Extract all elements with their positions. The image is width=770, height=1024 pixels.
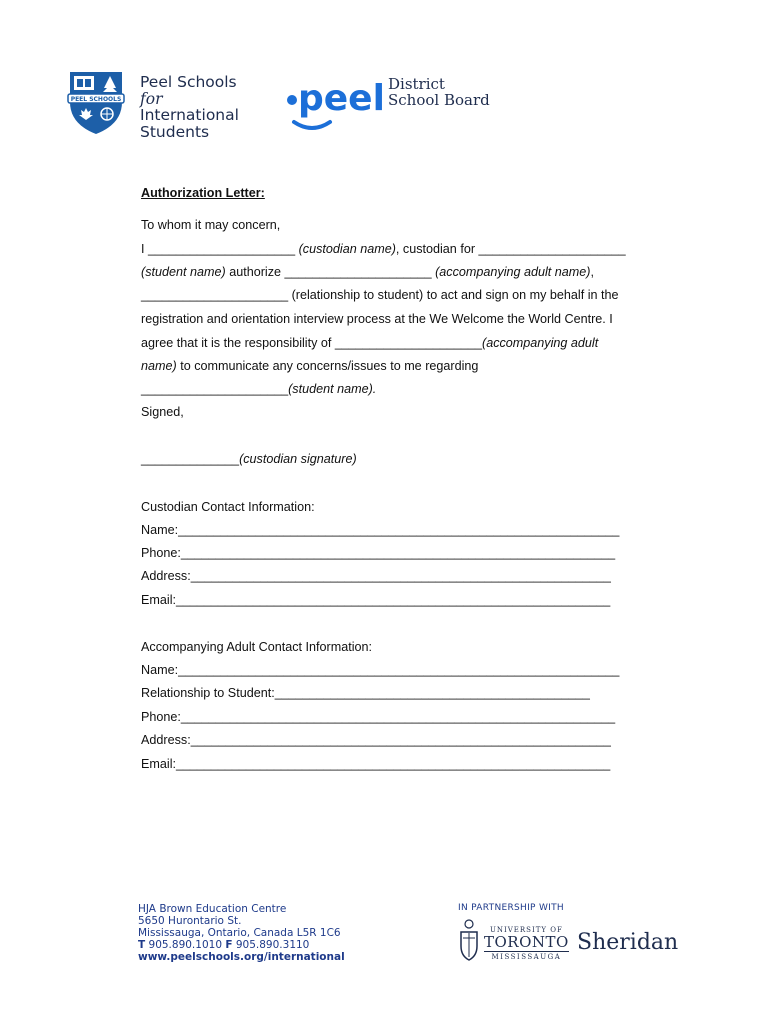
sheridan-logo: Sheridan <box>577 930 679 955</box>
psis-name-for: for <box>140 89 163 108</box>
footer-address-line2: 5650 Hurontario St. <box>138 915 242 927</box>
letter-body-line <box>141 336 598 350</box>
footer-website-link[interactable]: www.peelschools.org/international <box>138 951 345 963</box>
custodian-section-title: Custodian Contact Information: <box>141 500 315 514</box>
psis-name-line1: Peel Schools <box>140 73 237 91</box>
letter-body-segment: registration and orientation interview process at the We Welcome the World Centre. I <box>141 312 613 326</box>
adult-address-field[interactable]: Address:____________________________________________________________ <box>141 733 611 747</box>
letter-body-line <box>141 382 376 396</box>
letter-body-segment: authorize _____________________ <box>225 265 436 279</box>
letter-body-segment: (accompanying adult <box>482 336 599 350</box>
uoft-mississauga-logo <box>484 926 569 961</box>
psis-wordmark <box>140 74 239 140</box>
letterhead <box>62 66 502 140</box>
letter-body-segment: agree that it is the responsibility of _____________________ <box>141 336 482 350</box>
signature-label: (custodian signature) <box>239 452 357 466</box>
letter-heading: Authorization Letter: <box>141 186 265 200</box>
adult-section-title: Accompanying Adult Contact Information: <box>141 640 373 654</box>
signature-line[interactable] <box>141 452 357 466</box>
letter-body-segment: _____________________ (relationship to student) to act and sign on my behalf in the <box>141 288 619 302</box>
footer-fax: 905.890.3110 <box>235 939 310 951</box>
custodian-email-field[interactable]: Email:______________________________________________________________ <box>141 593 611 607</box>
pdsb-name-line2: School Board <box>388 91 490 109</box>
letter-body-segment: _____________________ <box>141 382 289 396</box>
partnership-label: IN PARTNERSHIP WITH <box>458 903 564 913</box>
peel-word: peel <box>298 78 385 119</box>
adult-relationship-field[interactable]: Relationship to Student:_____________________________________________ <box>141 686 590 700</box>
signed-label: Signed, <box>141 405 184 419</box>
letter-body-segment: to communicate any concerns/issues to me regarding <box>176 359 479 373</box>
signature-blank[interactable]: ______________ <box>141 452 240 466</box>
psis-name-line2: International <box>140 106 239 124</box>
letter-body-segment: name) <box>141 359 177 373</box>
uoft-line1: UNIVERSITY OF <box>489 926 563 934</box>
uoft-crest-icon <box>458 918 480 962</box>
uoft-line2: TORONTO <box>484 933 569 951</box>
custodian-phone-field[interactable]: Phone:______________________________________________________________ <box>141 546 616 560</box>
letter-body-segment: (student name). <box>288 382 377 396</box>
letter-body-segment: (accompanying adult name) <box>435 265 591 279</box>
phone-prefix: T <box>138 939 146 951</box>
footer-phone: 905.890.1010 <box>148 939 222 951</box>
letter-body-line <box>141 288 619 302</box>
letter-body-segment: , <box>590 265 594 279</box>
letter-body-segment: I _____________________ <box>141 242 299 256</box>
adult-name-field[interactable]: Name:_______________________________________________________________ <box>141 663 620 677</box>
footer-phone-fax <box>138 939 345 951</box>
letter-body-segment: (student name) <box>141 265 226 279</box>
peel-logo-icon <box>282 72 392 134</box>
peel-schools-crest-icon <box>66 68 126 136</box>
letter-body-line <box>141 359 478 373</box>
crest-text: PEEL SCHOOLS <box>70 96 122 103</box>
uoft-line3: MISSISSAUGA <box>484 951 569 961</box>
letter-body-line <box>141 265 594 279</box>
adult-phone-field[interactable]: Phone:______________________________________________________________ <box>141 710 616 724</box>
pdsb-wordmark <box>388 76 490 108</box>
pdsb-name-line1: District <box>388 75 445 93</box>
footer-address-line3: Mississauga, Ontario, Canada L5R 1C6 <box>138 927 341 939</box>
letter-body-line <box>141 242 626 256</box>
adult-email-field[interactable]: Email:______________________________________________________________ <box>141 757 611 771</box>
psis-name-line3: Students <box>140 122 210 141</box>
custodian-name-field[interactable]: Name:_______________________________________________________________ <box>141 523 620 537</box>
letter-body-segment: , custodian for _____________________ <box>395 242 626 256</box>
letter-body-line <box>141 312 613 326</box>
letter-body-segment: (custodian name) <box>298 242 396 256</box>
custodian-address-field[interactable]: Address:____________________________________________________________ <box>141 569 611 583</box>
footer-address-line1: HJA Brown Education Centre <box>138 903 287 915</box>
fax-prefix: F <box>225 939 233 951</box>
footer-address <box>138 903 345 963</box>
greeting: To whom it may concern, <box>141 218 281 232</box>
